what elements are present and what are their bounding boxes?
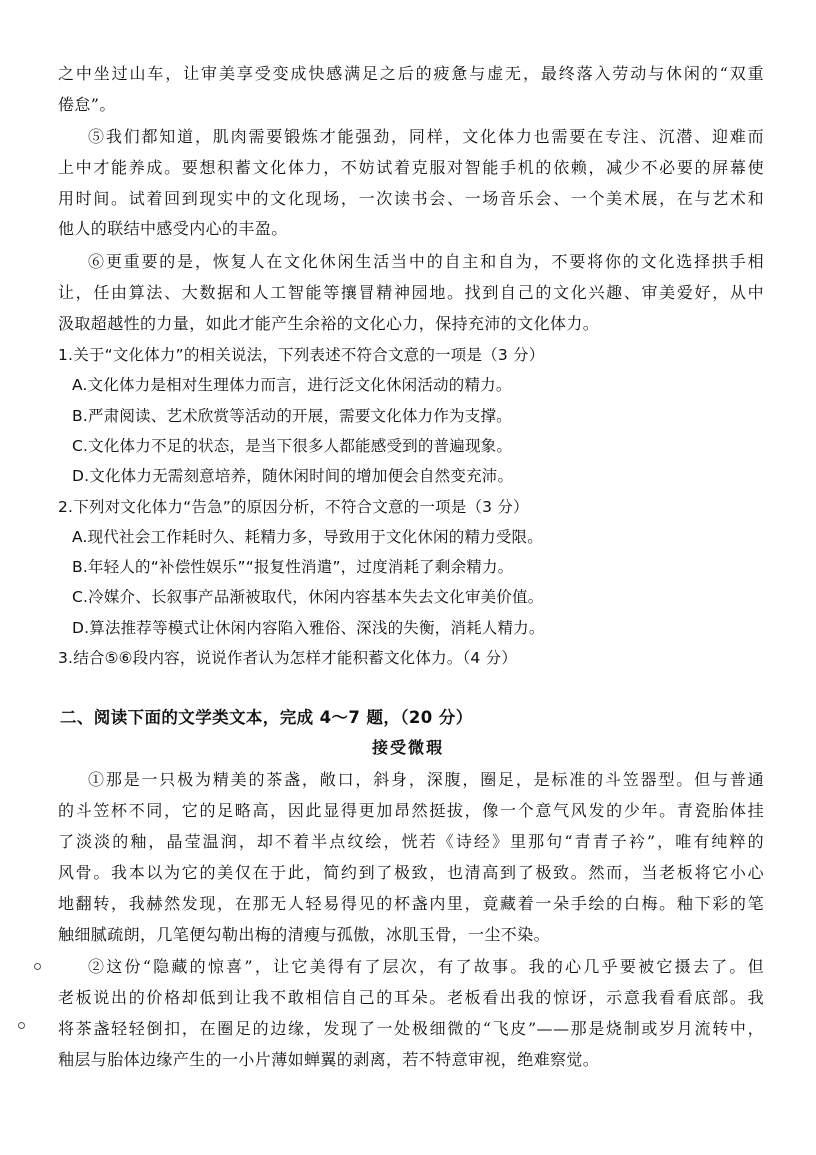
story-line-2: 的斗笠杯不同，它的足略高，因此显得更加昂然挺拔，像一个意气风发的少年。青瓷胎体挂 xyxy=(58,801,764,820)
question-2-option-b: B.年轻人的“补偿性娱乐”“报复性消遣”，过度消耗了剩余精力。 xyxy=(72,558,514,576)
question-3-stem: 3.结合⑤⑥段内容，说说作者认为怎样才能积蓄文化体力。（4 分） xyxy=(58,649,518,667)
section-2-heading: 二、阅读下面的文学类文本，完成 4～7 题，（20 分） xyxy=(60,708,473,727)
question-1-option-b: B.严肃阅读、艺术欣赏等活动的开展，需要文化体力作为支撑。 xyxy=(72,407,512,425)
story-line-3: 了淡淡的釉，晶莹温润，却不着半点纹绘，恍若《诗经》里那句“青青子衿”，唯有纯粹的 xyxy=(58,832,764,851)
story-line-7: ②这份“隐藏的惊喜”，让它美得有了层次，有了故事。我的心几乎要被它摄去了。但 xyxy=(88,957,764,976)
passage1-line-9: 汲取超越性的力量，如此才能产生余裕的文化心力，保持充沛的文化体力。 xyxy=(58,314,600,333)
question-1-option-d: D.文化体力无需刻意培养，随休闲时间的增加便会自然变充沛。 xyxy=(72,467,514,485)
question-1-option-a: A.文化体力是相对生理体力而言，进行泛文化休闲活动的精力。 xyxy=(72,376,512,394)
passage1-line-6: 他人的联结中感受内心的丰盈。 xyxy=(58,219,288,238)
question-2-option-d: D.算法推荐等模式让休闲内容陷入雅俗、深浅的失衡，消耗人精力。 xyxy=(72,619,545,637)
story-line-8: 老板说出的价格却低到让我不敢相信自己的耳朵。老板看出我的惊讶，示意我看看底部。我 xyxy=(58,988,764,1007)
question-1-stem: 1.关于“文化体力”的相关说法，下列表述不符合文意的一项是（3 分） xyxy=(58,346,545,364)
story-line-4: 风骨。我本以为它的美仅在于此，简约到了极致，也清高到了极致。然而，当老板将它小心 xyxy=(58,863,764,882)
binding-hole-mark xyxy=(18,1022,25,1029)
passage1-line-5: 用时间。试着回到现实中的文化现场，一次读书会、一场音乐会、一个美术展，在与艺术和 xyxy=(58,189,764,208)
story-line-1: ①那是一只极为精美的茶盏，敞口，斜身，深腹，圈足，是标准的斗笠器型。但与普通 xyxy=(88,770,764,789)
binding-hole-mark xyxy=(34,963,41,970)
question-2-stem: 2.下列对文化体力“告急”的原因分析，不符合文意的一项是（3 分） xyxy=(58,498,529,516)
story-line-9: 将茶盏轻轻倒扣，在圈足的边缘，发现了一处极细微的“飞皮”——那是烧制或岁月流转中， xyxy=(58,1019,764,1038)
passage1-line-1: 之中坐过山车，让审美享受变成快感满足之后的疲惫与虚无，最终落入劳动与休闲的“双重 xyxy=(58,64,764,83)
story-title: 接受微瑕 xyxy=(371,738,444,757)
story-line-10: 釉层与胎体边缘产生的一小片薄如蝉翼的剥离，若不特意审视，绝难察觉。 xyxy=(58,1050,600,1069)
story-line-5: 地翻转，我赫然发现，在那无人轻易得见的杯盏内里，竟藏着一朵手绘的白梅。釉下彩的笔 xyxy=(58,894,764,913)
question-2-option-a: A.现代社会工作耗时久、耗精力多，导致用于文化休闲的精力受限。 xyxy=(72,528,543,546)
question-1-option-c: C.文化体力不足的状态，是当下很多人都能感受到的普遍现象。 xyxy=(72,437,513,455)
passage1-line-8: 让，任由算法、大数据和人工智能等攘冒精神园地。找到自己的文化兴趣、审美爱好，从中 xyxy=(58,283,764,302)
passage1-line-7: ⑥更重要的是，恢复人在文化休闲生活当中的自主和自为，不要将你的文化选择拱手相 xyxy=(88,252,764,271)
passage1-line-4: 上中才能养成。要想积蓄文化体力，不妨试着克服对智能手机的依赖，减少不必要的屏幕使 xyxy=(58,158,764,177)
passage1-line-3: ⑤我们都知道，肌肉需要锻炼才能强劲，同样，文化体力也需要在专注、沉潜、迎难而 xyxy=(88,127,764,146)
passage1-line-2: 倦怠”。 xyxy=(58,95,116,114)
story-line-6: 触细腻疏朗，几笔便勾勒出梅的清瘦与孤傲，冰肌玉骨，一尘不染。 xyxy=(58,925,551,944)
question-2-option-c: C.冷媒介、长叙事产品渐被取代，休闲内容基本失去文化审美价值。 xyxy=(72,588,544,606)
